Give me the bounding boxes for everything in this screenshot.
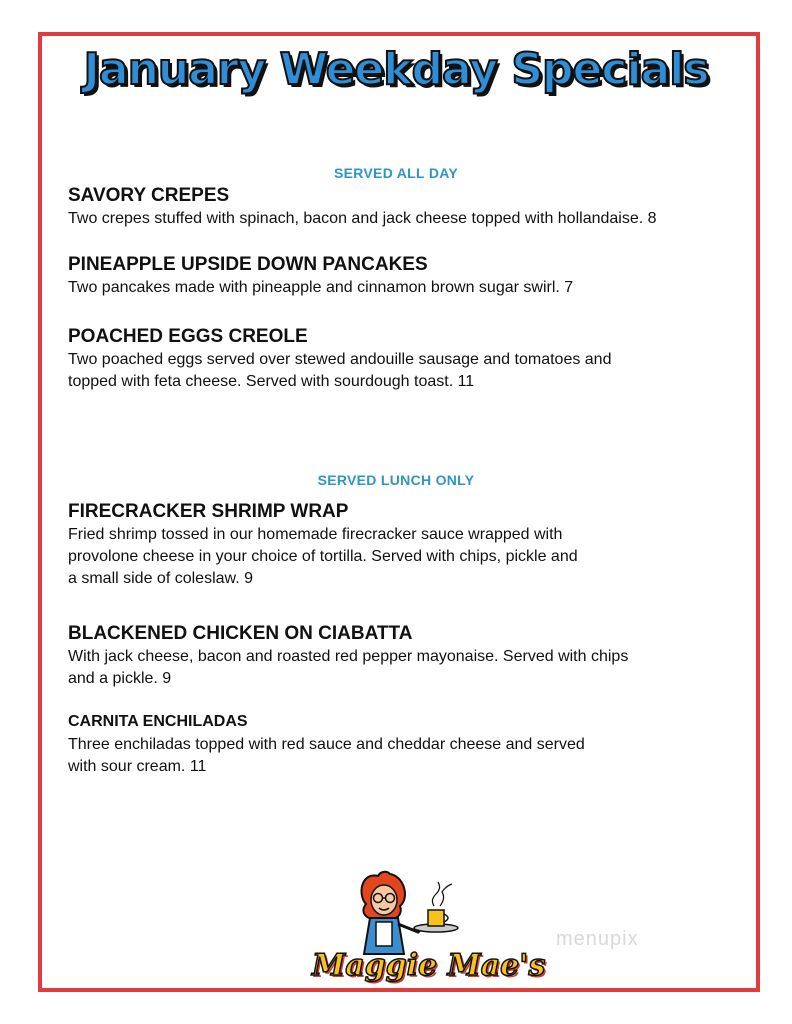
item-name: BLACKENED CHICKEN ON CIABATTA [68,623,413,644]
item-description: Two poached eggs served over stewed andouille sausage and tomatoes and topped with feta cheese. Served with sourdough toast. 11 [68,351,612,390]
menu-title: January Weekday Specials [83,44,709,95]
item-description: Three enchiladas topped with red sauce and cheddar cheese and served with sour cream. 11 [68,736,585,775]
item-name: CARNITA ENCHILADAS [68,713,248,730]
maggie-maes-logo [300,862,546,990]
menupix-watermark: menupix [556,928,639,950]
item-name: SAVORY CREPES [68,185,230,206]
logo-text: Maggie Mae's [312,948,546,983]
item-name: POACHED EGGS CREOLE [68,326,308,347]
item-description: Two pancakes made with pineapple and cinnamon brown sugar swirl. 7 [68,279,574,296]
menu-item-carnita-enchiladas [68,710,748,778]
section-label-lunch-only: SERVED LUNCH ONLY [317,472,475,488]
item-name: FIRECRACKER SHRIMP WRAP [68,501,349,522]
menu-item-blackened-chicken [68,622,748,690]
menu-item-pineapple-pancakes [68,253,748,299]
item-description: With jack cheese, bacon and roasted red pepper mayonaise. Served with chips and a pickle. 9 [68,648,629,687]
item-description: Two crepes stuffed with spinach, bacon and jack cheese topped with hollandaise. 8 [68,210,657,227]
menu-item-firecracker-shrimp-wrap [68,500,748,590]
menu-item-poached-eggs-creole [68,325,748,393]
item-name: PINEAPPLE UPSIDE DOWN PANCAKES [68,254,428,275]
item-description: Fried shrimp tossed in our homemade firecracker sauce wrapped with provolone cheese in your choice of tortilla. Served with chips, pickle and a small side of coleslaw. 9 [68,526,578,587]
section-label-all-day: SERVED ALL DAY [333,165,458,181]
menu-item-savory-crepes [68,184,748,230]
